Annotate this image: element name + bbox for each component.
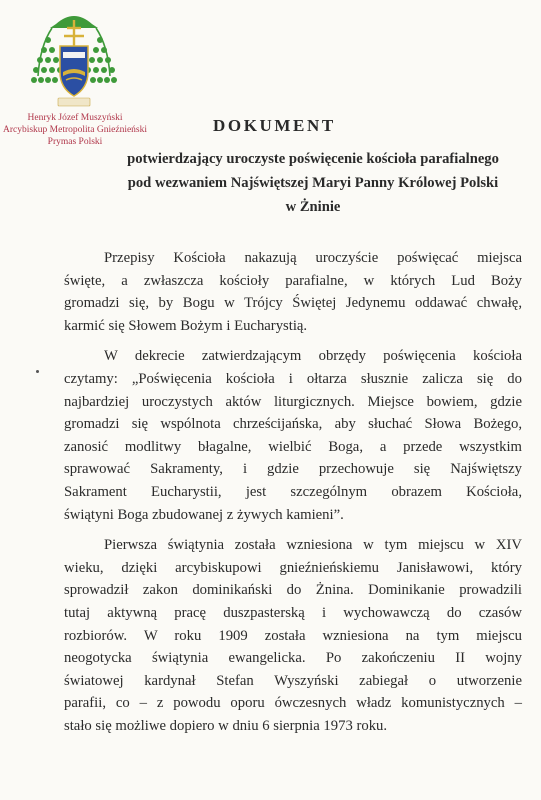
text-line: święte, a zwłaszcza kościoły parafialne, w których Lud Boży xyxy=(64,272,522,289)
text-line: najbardziej uroczystych aktów liturgicznych. Miejsce bowiem, gdzie xyxy=(64,393,522,410)
author-block xyxy=(0,112,150,148)
text-line: zanosić modlitwy błagalne, wielbić Boga, a przede wszystkim xyxy=(64,438,522,455)
text-line: W dekrecie zatwierdzającym obrzędy poświęcenia kościoła xyxy=(104,348,522,365)
text-line: Pierwsza świątynia została wzniesiona w tym miejscu w XIV xyxy=(104,537,522,554)
margin-mark xyxy=(36,370,39,373)
document-title: DOKUMENT xyxy=(213,116,336,135)
text-line: gromadzi się wspólnota chrześcijańska, aby słuchać Słowa Bożego, xyxy=(64,416,522,433)
text-line: gromadzi się, by Bogu w Trójcy Świętej Jedynemu oddawać chwałę, xyxy=(64,295,522,312)
text-line: karmić się Słowem Bożym i Eucharystią. xyxy=(64,317,308,334)
text-line: świątyni Boga zbudowanej z żywych kamieni”. xyxy=(64,506,344,523)
text-line: wieku, dzięki arcybiskupowi gnieźnieńskiemu Janisławowi, który xyxy=(64,559,522,576)
text-line: Przepisy Kościoła nakazują uroczyście poświęcać miejsca xyxy=(104,250,522,266)
subtitle-line: pod wezwaniem Najświętszej Maryi Panny Królowej Polski xyxy=(127,175,499,191)
document-body xyxy=(64,247,522,745)
text-line: tutaj aktywną pracę duszpasterską i wychowawczą do czasów xyxy=(64,604,522,621)
text-line: sprowadził zakon dominikański do Żnina. Dominikanie prowadzili xyxy=(64,582,522,599)
author-title: Arcybiskup Metropolita Gnieźnieński xyxy=(2,125,148,135)
author-name: Henryk Józef Muszyński xyxy=(27,113,123,123)
coat-of-arms-icon xyxy=(26,6,122,108)
paragraph-3 xyxy=(64,534,522,737)
paragraph-2 xyxy=(64,345,522,526)
text-line: rozbiorów. W roku 1909 została wzniesiona na tym miejscu xyxy=(64,627,522,644)
author-role: Prymas Polski xyxy=(47,137,103,147)
text-line: sprawować Sakramenty, i gdzie przechowuje się Najświętszy xyxy=(64,461,522,478)
text-line: Sakrament Eucharystii, jest szczególnym obrazem Kościoła, xyxy=(64,483,522,500)
text-line: czytamy: „Poświęcenia kościoła i ołtarza słusznie zalicza się do xyxy=(64,370,522,387)
document-subtitle xyxy=(108,147,518,219)
subtitle-line: w Żninie xyxy=(285,199,341,215)
text-line: światowej kardynał Stefan Wyszyński zabiegał o utworzenie xyxy=(64,672,522,689)
text-line: parafii, co – z powodu oporu ówczesnych władz komunistycznych – xyxy=(64,695,522,712)
paragraph-1 xyxy=(64,247,522,337)
subtitle-line: potwierdzający uroczyste poświęcenie kościoła parafialnego xyxy=(127,151,499,167)
text-line: neogotycka świątynia ewangelicka. Po zakończeniu II wojny xyxy=(64,650,522,667)
text-line: stało się możliwe dopiero w dniu 6 sierpnia 1973 roku. xyxy=(64,717,388,734)
